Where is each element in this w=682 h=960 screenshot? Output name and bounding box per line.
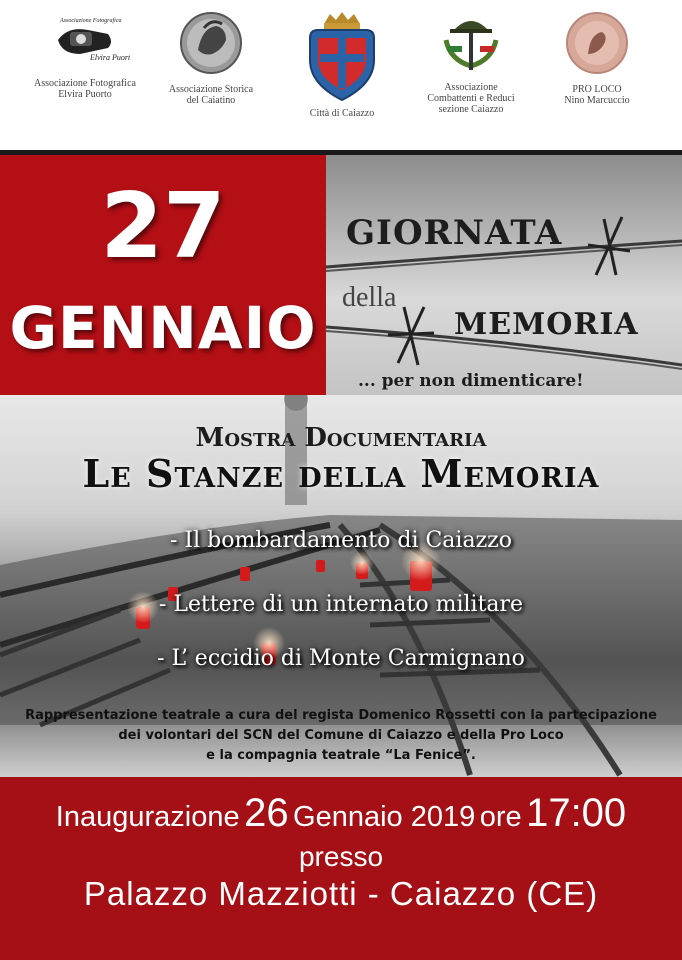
logo-citta (277, 8, 407, 119)
logo-caption-line: PRO LOCO (572, 84, 622, 95)
theatre-note (0, 706, 682, 766)
pro-loco-seal-icon (564, 10, 630, 76)
logo-caption-line: Città di Caiazzo (309, 108, 375, 119)
logo-caption-line: Combattenti e Reduci (427, 93, 515, 104)
camera-hand-logo-icon (40, 10, 130, 70)
logo-mark-text-1: Associazione Fotografica (60, 18, 122, 24)
logo-caption (20, 78, 150, 100)
logo-mark-text-2: Elvira Puorto (90, 53, 130, 62)
inauguration-presso: presso (298, 841, 384, 872)
inauguration-time: 17:00 (526, 791, 627, 835)
inauguration-venue: Palazzo Mazziotti - Caiazzo (CE) (83, 875, 599, 912)
logo-caption (406, 82, 536, 115)
helmet-wreath-logo-icon (436, 10, 506, 74)
logo-caption (277, 108, 407, 119)
logo-caption (532, 84, 662, 106)
exhibition-item: - L’ eccidio di Monte Carmignano (157, 646, 525, 671)
date-panel (0, 155, 326, 395)
barbed-wire-icon (326, 155, 682, 395)
logo-fotografica (20, 10, 150, 100)
logo-caption-line: Associazione (444, 82, 498, 93)
logo-caption-line: Associazione Storica (168, 84, 254, 95)
inauguration-line (0, 791, 682, 836)
theatre-line: Rappresentazione teatrale a cura del regista Domenico Rossetti con la partecipazione (25, 708, 657, 723)
theatre-line: dei volontari del SCN del Comune di Caiazzo e della Pro Loco (118, 728, 564, 743)
exhibition-title: Le Stanze della Memoria (82, 451, 600, 496)
date-band (0, 155, 682, 395)
event-title-1: GIORNATA (346, 213, 563, 253)
theatre-line: e la compagnia teatrale “La Fenice”. (206, 748, 476, 763)
logo-caption-line: del Caiatino (186, 95, 236, 106)
date-day: 27 (100, 174, 226, 279)
logo-caption-line: Nino Marcuccio (564, 95, 630, 106)
logos-header (0, 0, 682, 150)
coin-warrior-logo-icon (178, 10, 244, 76)
date-month: GENNAIO (9, 294, 317, 362)
event-title-connector: della (342, 282, 397, 313)
coat-of-arms-icon (302, 8, 382, 104)
exhibition-item: - Il bombardamento di Caiazzo (169, 528, 513, 553)
inauguration-band (0, 777, 682, 960)
inauguration-day: 26 (244, 791, 289, 835)
rails-photo-section (0, 395, 682, 777)
logo-caption-line: Elvira Puorto (58, 89, 112, 100)
inauguration-ore: ore (479, 801, 522, 833)
event-title-2: MEMORIA (454, 307, 639, 342)
logo-caption-line: Associazione Fotografica (34, 78, 136, 89)
logo-storica (146, 10, 276, 106)
barbed-wire-photo (326, 155, 682, 395)
logo-combattenti (406, 10, 536, 115)
event-tagline: ... per non dimenticare! (358, 371, 584, 391)
inauguration-label: Inaugurazione (55, 801, 240, 833)
exhibition-label: Mostra Documentaria (195, 423, 487, 453)
exhibition-item: - Lettere di un internato militare (158, 592, 524, 617)
inauguration-month-year: Gennaio 2019 (293, 801, 476, 833)
logo-caption (146, 84, 276, 106)
logo-caption-line: sezione Caiazzo (438, 104, 504, 115)
logo-proloco (532, 10, 662, 106)
